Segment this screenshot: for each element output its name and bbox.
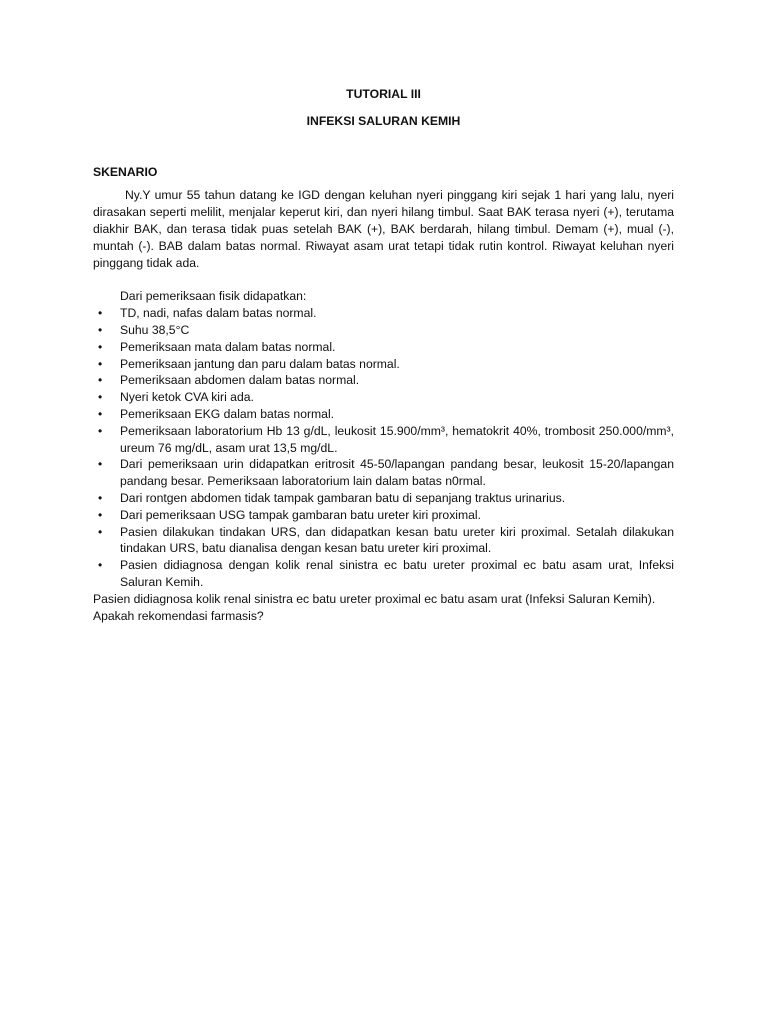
scenario-paragraph: Ny.Y umur 55 tahun datang ke IGD dengan keluhan nyeri pinggang kiri sejak 1 hari yang lalu, nyeri dirasakan seperti melilit, menjalar keperut kiri, dan nyeri hilang timbul. Saat BAK terasa nyeri (+), terutama diakhir BAK, dan terasa tidak puas setelah BAK (+), BAK berdarah, hilang timbul. Demam (+), mual (-), muntah (-). BAB dalam batas normal. Riwayat asam urat tetapi tidak rutin kontrol. Riwayat keluhan nyeri pinggang tidak ada. (93, 188, 674, 270)
finding-text: Pemeriksaan abdomen dalam batas normal. (120, 373, 360, 388)
list-item (93, 524, 674, 558)
finding-text: Dari pemeriksaan USG tampak gambaran batu ureter kiri proximal. (120, 507, 482, 522)
list-item (93, 339, 674, 356)
document-title: TUTORIAL III (346, 87, 421, 101)
bullet-icon: • (98, 457, 103, 472)
list-item (93, 372, 674, 389)
bullet-icon: • (98, 373, 103, 388)
finding-text: Pemeriksaan mata dalam batas normal. (120, 339, 336, 354)
findings-list (93, 305, 674, 591)
section-heading-skenario: SKENARIO (93, 164, 158, 179)
list-item (93, 557, 674, 591)
bullet-icon: • (98, 507, 103, 522)
finding-text: Dari rontgen abdomen tidak tampak gambaran batu di sepanjang traktus urinarius. (120, 490, 566, 505)
list-item (93, 356, 674, 373)
finding-text: Dari pemeriksaan urin didapatkan eritrosit 45-50/lapangan pandang besar, leukosit 15-20/lapangan pandang besar. Pemeriksaan laboratorium lain dalam batas n0rmal. (120, 457, 674, 489)
closing-question: Apakah rekomendasi farmasis? (93, 608, 264, 623)
bullet-icon: • (98, 423, 103, 438)
finding-text: Suhu 38,5°C (120, 322, 190, 337)
finding-text: Nyeri ketok CVA kiri ada. (120, 390, 254, 405)
list-item (93, 406, 674, 423)
finding-text: Pasien dilakukan tindakan URS, dan didapatkan kesan batu ureter kiri proximal. Setalah dilakukan tindakan URS, batu dianalisa dengan kesan batu ureter kiri proximal. (120, 524, 674, 556)
bullet-icon: • (98, 306, 103, 321)
finding-text: TD, nadi, nafas dalam batas normal. (120, 306, 317, 321)
finding-text: Pemeriksaan EKG dalam batas normal. (120, 406, 335, 421)
list-item (93, 423, 674, 457)
list-item (93, 456, 674, 490)
bullet-icon: • (98, 406, 103, 421)
list-item (93, 389, 674, 406)
list-item (93, 305, 674, 322)
bullet-icon: • (98, 390, 103, 405)
bullet-icon: • (98, 322, 103, 337)
bullet-icon: • (98, 339, 103, 354)
list-item (93, 507, 674, 524)
bullet-icon: • (98, 524, 103, 539)
bullet-icon: • (98, 490, 103, 505)
finding-text: Pemeriksaan jantung dan paru dalam batas normal. (120, 356, 400, 371)
list-item (93, 322, 674, 339)
bullet-icon: • (98, 356, 103, 371)
finding-text: Pasien didiagnosa dengan kolik renal sinistra ec batu ureter proximal ec batu asam urat, Infeksi Saluran Kemih. (120, 558, 674, 589)
document-subtitle: INFEKSI SALURAN KEMIH (306, 113, 461, 128)
finding-text: Pemeriksaan laboratorium Hb 13 g/dL, leukosit 15.900/mm³, hematokrit 40%, trombosit 250.000/mm³, ureum 76 mg/dL, asam urat 13,5 mg/dL. (120, 423, 674, 455)
closing-diagnosis: Pasien didiagnosa kolik renal sinistra ec batu ureter proximal ec batu asam urat (Infeksi Saluran Kemih). (93, 591, 656, 606)
list-item (93, 490, 674, 507)
findings-intro: Dari pemeriksaan fisik didapatkan: (120, 289, 307, 304)
bullet-icon: • (98, 558, 103, 573)
